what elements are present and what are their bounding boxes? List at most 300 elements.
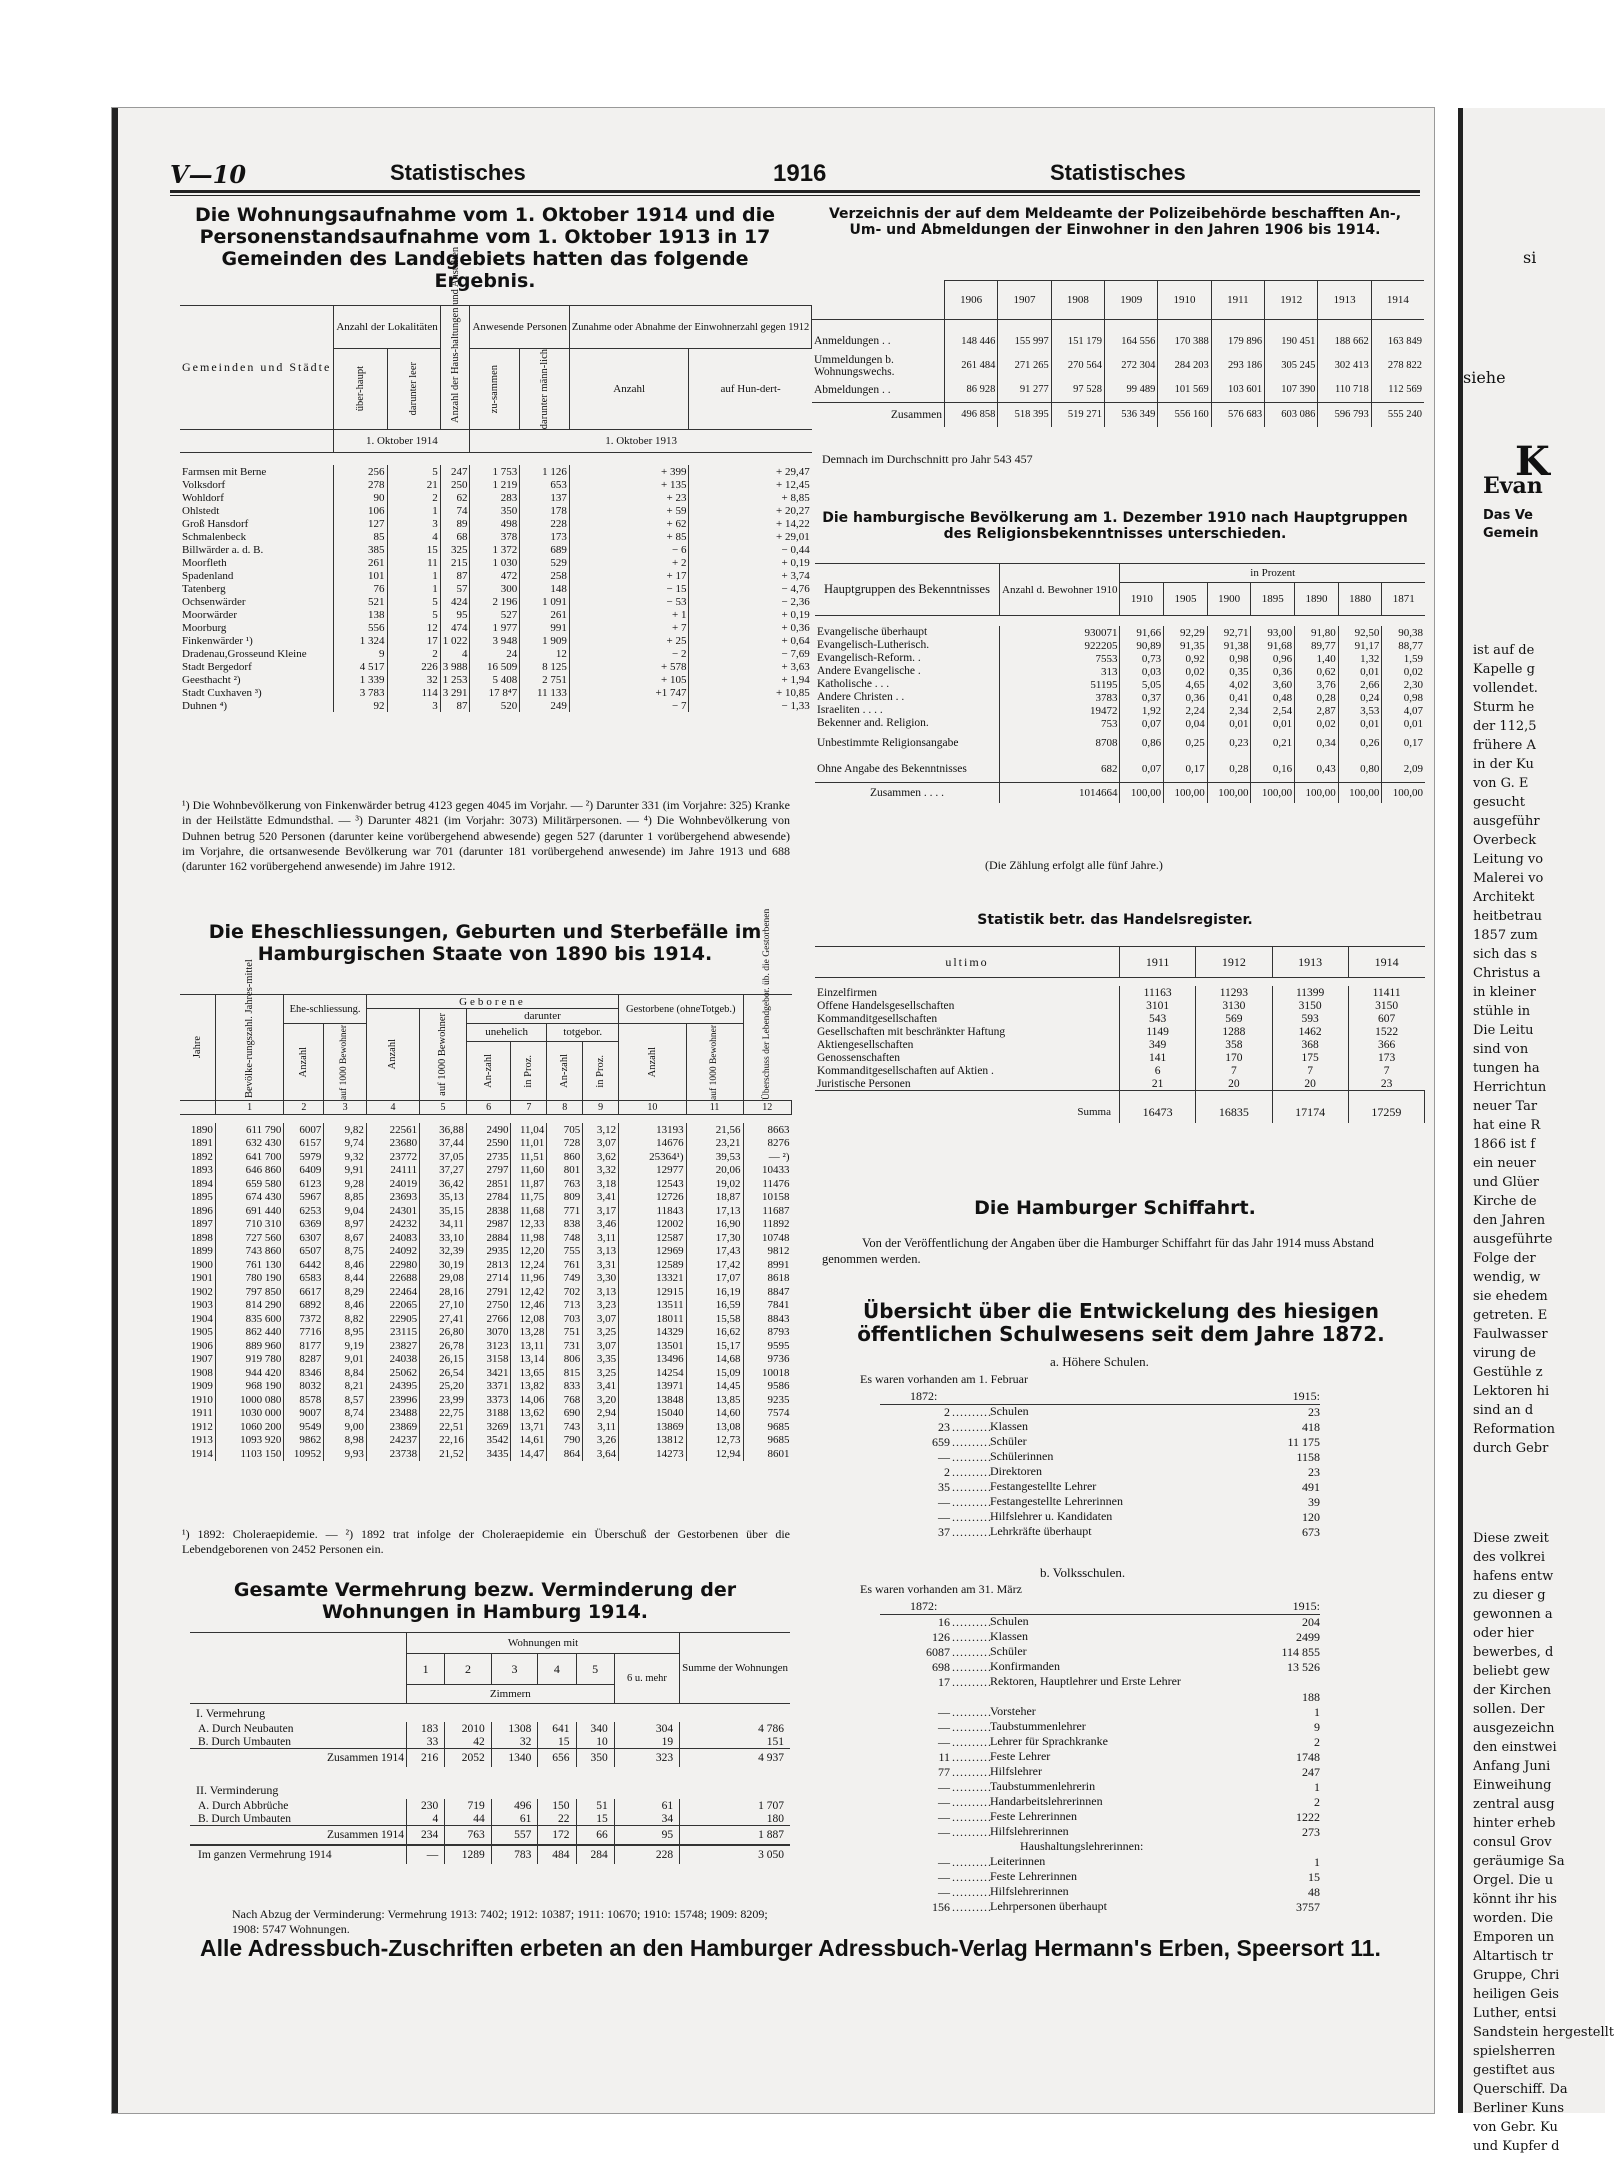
- table-cell: 37,05: [420, 1150, 467, 1164]
- year-header: 1910: [1120, 583, 1164, 616]
- table-cell: 9736: [743, 1353, 791, 1367]
- table-cell: 3150: [1348, 999, 1424, 1012]
- table-cell: 99 489: [1105, 378, 1158, 403]
- leader-dots: ..........: [952, 1885, 992, 1899]
- table-cell: 1909: [190, 1380, 213, 1393]
- row-label: Moorwärder: [182, 608, 237, 621]
- table-row: [815, 1012, 1425, 1025]
- table-cell: + 0,64: [689, 634, 812, 647]
- table-cell: 92,50: [1338, 626, 1382, 639]
- table-cell: + 59: [569, 504, 689, 517]
- ehe-h-auf-geb: auf 1000 Bewohner: [437, 1013, 449, 1096]
- table-cell: 5: [387, 595, 440, 608]
- table-row: [812, 378, 1424, 403]
- table-cell: 0,92: [1164, 652, 1208, 665]
- table-cell: 8,75: [324, 1245, 366, 1259]
- table-cell: 11843: [619, 1204, 687, 1218]
- table-row: [815, 626, 1425, 639]
- value-1872: 6087: [926, 1645, 950, 1659]
- table-cell: 8,67: [324, 1231, 366, 1245]
- table-cell: 2884: [466, 1231, 511, 1245]
- table-row: [180, 478, 812, 491]
- table-cell: 0,23: [1207, 730, 1251, 756]
- table-cell: 2 196: [470, 595, 520, 608]
- strip-text: Anfang Juni: [1473, 1759, 1551, 1774]
- table-cell: 127: [334, 517, 387, 530]
- table-cell: 114: [387, 686, 440, 699]
- table-cell: 2987: [466, 1218, 511, 1232]
- table-cell: 6409: [284, 1164, 324, 1178]
- list-item: [880, 1465, 1320, 1480]
- table-cell: 68: [440, 530, 470, 543]
- table-cell: 593: [1272, 1012, 1348, 1025]
- table-cell: 1897: [190, 1218, 213, 1231]
- year-header: 1900: [1207, 583, 1251, 616]
- table-cell: 151: [680, 1735, 790, 1749]
- table-cell: 91,17: [1338, 639, 1382, 652]
- table-cell: 385: [334, 543, 387, 556]
- table-cell: 16,19: [686, 1285, 743, 1299]
- table-cell: 1913: [190, 1434, 213, 1447]
- table-cell: 24301: [366, 1204, 419, 1218]
- table-cell: 690: [547, 1407, 583, 1421]
- strip-text: der Kirchen: [1473, 1683, 1552, 1698]
- table-cell: 2: [387, 491, 440, 504]
- table-cell: 21,56: [686, 1123, 743, 1137]
- table-cell: 183: [407, 1722, 445, 1735]
- table-cell: 16,62: [686, 1326, 743, 1340]
- list-item: [880, 1705, 1320, 1720]
- row-label: Stadt Cuxhaven ³): [182, 686, 262, 699]
- table-cell: 0,48: [1251, 691, 1295, 704]
- value-1872: —: [938, 1855, 950, 1869]
- table-cell: + 62: [569, 517, 689, 530]
- table-cell: 366: [1348, 1038, 1424, 1051]
- value-1915: 9: [1314, 1720, 1320, 1734]
- table-cell: 3,07: [583, 1137, 619, 1151]
- table-cell: 14273: [619, 1447, 687, 1461]
- table-cell: 12589: [619, 1258, 687, 1272]
- page-header: [170, 160, 1420, 188]
- table-cell: 95: [440, 608, 470, 621]
- table-cell: 3,76: [1295, 678, 1339, 691]
- strip-text: tungen ha: [1473, 1061, 1540, 1076]
- table-cell: 151 179: [1051, 319, 1104, 354]
- value-1915: 3757: [1296, 1900, 1320, 1914]
- strip-text: könnt ihr his: [1473, 1892, 1557, 1907]
- value-1872: —: [938, 1495, 950, 1509]
- table-cell: 22980: [366, 1258, 419, 1272]
- table-row: [180, 660, 812, 673]
- row-label: Geesthacht ²): [182, 673, 241, 686]
- table-cell: 3542: [466, 1434, 511, 1448]
- table-cell: 1906: [190, 1339, 213, 1352]
- strip-text: Emporen un: [1473, 1930, 1555, 1945]
- table-cell: 8287: [284, 1353, 324, 1367]
- table-cell: 6369: [284, 1218, 324, 1232]
- row-label: Genossenschaften: [817, 1051, 901, 1064]
- table-cell: 3: [387, 517, 440, 530]
- table-cell: 6442: [284, 1258, 324, 1272]
- table-cell: 3,13: [583, 1285, 619, 1299]
- leader-dots: ..........: [952, 1450, 992, 1464]
- table-cell: − 7,69: [689, 647, 812, 660]
- melde-table: [812, 280, 1424, 427]
- table-cell: 350: [576, 1749, 614, 1768]
- strip-text: getreten. E: [1473, 1308, 1548, 1323]
- table-cell: 4: [440, 647, 470, 660]
- table-row: [180, 1258, 792, 1272]
- wohnung-h-date2: 1. Oktober 1913: [470, 430, 812, 453]
- table-cell: 19: [614, 1735, 679, 1749]
- strip-text: vollendet.: [1473, 681, 1538, 696]
- verm-note: Nach Abzug der Verminderung: Vermehrung 1913: 7402; 1912: 10387; 1911: 10670; 1910: 15748; 1909: 8209; 1908: 5747 Wohnungen.: [232, 1907, 768, 1937]
- row-label: Stadt Bergedorf: [182, 660, 252, 673]
- strip-text: Einweihung: [1473, 1778, 1552, 1793]
- list-item: [880, 1435, 1320, 1450]
- table-row: [812, 402, 1424, 427]
- table-cell: 97 528: [1051, 378, 1104, 403]
- table-row: [180, 1380, 792, 1394]
- table-cell: 8177: [284, 1339, 324, 1353]
- table-cell: 7: [1196, 1064, 1272, 1077]
- table-cell: 0,01: [1338, 717, 1382, 730]
- table-cell: 23772: [366, 1150, 419, 1164]
- table-cell: 0,98: [1382, 691, 1425, 704]
- table-cell: 6007: [284, 1123, 324, 1137]
- table-row: [180, 647, 812, 660]
- table-cell: 8,46: [324, 1258, 366, 1272]
- strip-text: den Jahren: [1473, 1213, 1546, 1228]
- table-cell: 13,11: [511, 1339, 547, 1353]
- table-cell: 7716: [284, 1326, 324, 1340]
- table-cell: 753: [1000, 717, 1120, 730]
- table-cell: 8578: [284, 1393, 324, 1407]
- table-cell: 3,12: [583, 1123, 619, 1137]
- table-cell: 1 126: [520, 465, 570, 478]
- strip-text: des volkrei: [1473, 1550, 1546, 1565]
- table-cell: 4,07: [1382, 704, 1425, 717]
- table-cell: 484: [538, 1845, 576, 1864]
- row-label: Kommanditgesellschaften auf Aktien .: [817, 1064, 994, 1077]
- table-cell: 1 977: [470, 621, 520, 634]
- top-margin: [0, 0, 1600, 60]
- strip-text: Kapelle g: [1473, 662, 1535, 677]
- table-row: [180, 673, 812, 686]
- strip-text: frühere A: [1473, 738, 1536, 753]
- table-cell: 9586: [743, 1380, 791, 1394]
- table-cell: 17,13: [686, 1204, 743, 1218]
- table-cell: 92: [334, 699, 387, 712]
- table-cell: 7372: [284, 1312, 324, 1326]
- table-cell: 10433: [743, 1164, 791, 1178]
- table-cell: + 25: [569, 634, 689, 647]
- table-cell: 1: [387, 504, 440, 517]
- table-cell: 12: [520, 647, 570, 660]
- table-cell: 569: [1196, 1012, 1272, 1025]
- table-cell: 520: [470, 699, 520, 712]
- header-rule: [170, 190, 1420, 193]
- table-cell: 13,85: [686, 1393, 743, 1407]
- table-cell: 2,24: [1164, 704, 1208, 717]
- table-cell: 19472: [1000, 704, 1120, 717]
- ehe-h-jahre: Jahre: [191, 1036, 203, 1059]
- table-cell: 968 190: [215, 1380, 284, 1394]
- value-1915: 48: [1308, 1885, 1320, 1899]
- item-label: Festangestellte Lehrer: [990, 1479, 1097, 1493]
- table-cell: 1 022: [440, 634, 470, 647]
- strip-text: wendig, w: [1473, 1270, 1541, 1285]
- table-cell: 814 290: [215, 1299, 284, 1313]
- item-label: Hilfslehrer: [990, 1764, 1042, 1778]
- table-cell: 27,10: [420, 1299, 467, 1313]
- melde-note: Demnach im Durchschnitt pro Jahr 543 457: [822, 452, 1033, 466]
- table-cell: 305 245: [1265, 354, 1318, 378]
- table-cell: 0,04: [1164, 717, 1208, 730]
- leader-dots: ..........: [952, 1465, 992, 1479]
- table-row: [815, 756, 1425, 783]
- table-cell: 1908: [190, 1366, 213, 1379]
- table-cell: 0,25: [1164, 730, 1208, 756]
- table-cell: 22065: [366, 1299, 419, 1313]
- strip-text: den einstwei: [1473, 1740, 1557, 1755]
- list-item: [880, 1480, 1320, 1495]
- table-row: [180, 1218, 792, 1232]
- table-cell: 13971: [619, 1380, 687, 1394]
- ehe-h-totgeb: totgebor.: [547, 1024, 619, 1042]
- table-cell: 862 440: [215, 1326, 284, 1340]
- value-1872: —: [938, 1795, 950, 1809]
- table-cell: 1900: [190, 1258, 213, 1271]
- table-cell: 3,07: [583, 1312, 619, 1326]
- table-cell: 728: [547, 1137, 583, 1151]
- leader-dots: ..........: [952, 1510, 992, 1524]
- table-cell: 16,59: [686, 1299, 743, 1313]
- table-cell: 13,14: [511, 1353, 547, 1367]
- table-cell: 9,04: [324, 1204, 366, 1218]
- strip-text: in kleiner: [1473, 985, 1536, 1000]
- table-row: [180, 504, 812, 517]
- schul-b-y2: 1915:: [1292, 1599, 1320, 1613]
- table-cell: 3 291: [440, 686, 470, 699]
- table-cell: 0,36: [1164, 691, 1208, 704]
- table-cell: 10952: [284, 1447, 324, 1461]
- table-row: [190, 1722, 790, 1735]
- table-cell: 11 133: [520, 686, 570, 699]
- table-cell: 0,07: [1120, 756, 1164, 783]
- strip-text: und Kupfer d: [1473, 2139, 1560, 2154]
- strip-text: von G. E: [1473, 776, 1529, 791]
- strip-text: 1857 zum: [1473, 928, 1538, 943]
- column-number: 3: [324, 1101, 366, 1115]
- item-label: Schüler: [990, 1434, 1027, 1448]
- table-cell: 1905: [190, 1326, 213, 1339]
- table-row: [190, 1735, 790, 1749]
- table-cell: 3101: [1120, 999, 1196, 1012]
- table-cell: 21: [387, 478, 440, 491]
- table-cell: 91,35: [1164, 639, 1208, 652]
- table-cell: 0,01: [1338, 665, 1382, 678]
- table-cell: 271 265: [998, 354, 1051, 378]
- column-number: 4: [538, 1654, 576, 1685]
- table-cell: 350: [470, 504, 520, 517]
- table-cell: 3,62: [583, 1150, 619, 1164]
- table-cell: 16 509: [470, 660, 520, 673]
- table-cell: 15: [538, 1735, 576, 1749]
- item-label: Klassen: [990, 1629, 1028, 1643]
- table-cell: 11,04: [511, 1123, 547, 1137]
- table-cell: 190 451: [1265, 319, 1318, 354]
- table-cell: 1308: [491, 1722, 538, 1735]
- table-cell: 12,73: [686, 1434, 743, 1448]
- strip-text: Christus a: [1473, 966, 1541, 981]
- value-1915: 673: [1302, 1525, 1320, 1539]
- table-cell: 100,00: [1382, 783, 1425, 804]
- column-number: 1: [215, 1101, 284, 1115]
- table-cell: 1891: [190, 1137, 213, 1150]
- year-header: 1911: [1211, 281, 1264, 320]
- table-cell: 91,66: [1120, 626, 1164, 639]
- table-row: [180, 595, 812, 608]
- list-item: [880, 1765, 1320, 1780]
- table-cell: 3269: [466, 1420, 511, 1434]
- verm-h-zimmern: Zimmern: [407, 1685, 615, 1704]
- table-row: [180, 517, 812, 530]
- table-cell: 11399: [1272, 986, 1348, 999]
- table-cell: 0,17: [1164, 756, 1208, 783]
- table-cell: 555 240: [1371, 402, 1424, 427]
- table-cell: 17 8⁴7: [470, 686, 520, 699]
- row-label: Finkenwärder ¹): [182, 634, 253, 647]
- table-cell: 12,33: [511, 1218, 547, 1232]
- leader-dots: ..........: [952, 1735, 992, 1749]
- strip-text: Overbeck: [1473, 833, 1537, 848]
- value-1915: 418: [1302, 1420, 1320, 1434]
- table-cell: 14,60: [686, 1407, 743, 1421]
- table-row: [815, 665, 1425, 678]
- table-cell: 703: [547, 1312, 583, 1326]
- table-cell: 3123: [466, 1339, 511, 1353]
- table-row: [180, 556, 812, 569]
- value-1872: 11: [938, 1750, 950, 1764]
- table-cell: 8346: [284, 1366, 324, 1380]
- table-cell: 731: [547, 1339, 583, 1353]
- wohnung-h-haus: Anzahl der Haus-haltungen und Anstalten: [449, 246, 461, 423]
- table-cell: 256: [334, 465, 387, 478]
- table-cell: 9595: [743, 1339, 791, 1353]
- table-cell: 543: [1120, 1012, 1196, 1025]
- table-cell: 8843: [743, 1312, 791, 1326]
- leader-dots: ..........: [952, 1765, 992, 1779]
- table-cell: 76: [334, 582, 387, 595]
- table-cell: 2714: [466, 1272, 511, 1286]
- table-cell: 641: [538, 1722, 576, 1735]
- table-cell: 138: [334, 608, 387, 621]
- strip-text: virung de: [1473, 1346, 1536, 1361]
- table-cell: 9,93: [324, 1447, 366, 1461]
- table-cell: 42: [445, 1735, 492, 1749]
- table-cell: 1 372: [470, 543, 520, 556]
- value-1872: 16: [938, 1615, 950, 1629]
- table-cell: 21: [1120, 1077, 1196, 1091]
- list-item: [880, 1810, 1320, 1825]
- table-cell: 3,25: [583, 1366, 619, 1380]
- table-cell: 24395: [366, 1380, 419, 1394]
- table-cell: 2750: [466, 1299, 511, 1313]
- list-item: [880, 1630, 1320, 1645]
- table-row: [180, 491, 812, 504]
- table-cell: 13501: [619, 1339, 687, 1353]
- strip-text: sind an d: [1473, 1403, 1534, 1418]
- year-header: 1909: [1105, 281, 1158, 320]
- value-1915: 11 175: [1287, 1435, 1320, 1449]
- table-cell: 474: [440, 621, 470, 634]
- table-cell: + 7: [569, 621, 689, 634]
- table-cell: 1911: [191, 1407, 213, 1420]
- table-cell: 170 388: [1158, 319, 1211, 354]
- table-cell: 7: [1272, 1064, 1348, 1077]
- strip-text: heitbetrau: [1473, 909, 1543, 924]
- table-cell: 496: [491, 1799, 538, 1812]
- table-row: [180, 1285, 792, 1299]
- table-cell: 4: [387, 530, 440, 543]
- right-page-strip: [1458, 108, 1614, 2154]
- table-cell: 2935: [466, 1245, 511, 1259]
- row-label: Andere Christen . .: [817, 691, 905, 704]
- table-cell: 0,28: [1295, 691, 1339, 704]
- table-cell: 8,29: [324, 1285, 366, 1299]
- table-cell: 889 960: [215, 1339, 284, 1353]
- row-label: Moorfleth: [182, 556, 227, 569]
- table-cell: 944 420: [215, 1366, 284, 1380]
- table-cell: 228: [614, 1845, 679, 1864]
- year-header: 1910: [1158, 281, 1211, 320]
- ehe-h-darunter: darunter: [466, 1009, 618, 1024]
- table-cell: + 3,74: [689, 569, 812, 582]
- table-cell: 5: [387, 465, 440, 478]
- table-cell: 33,10: [420, 1231, 467, 1245]
- table-cell: 23: [1348, 1077, 1424, 1091]
- year-header: 1914: [1371, 281, 1424, 320]
- table-row: [180, 582, 812, 595]
- strip-text: bewerbes, d: [1473, 1645, 1554, 1660]
- table-cell: 7553: [1000, 652, 1120, 665]
- table-cell: 3371: [466, 1380, 511, 1394]
- list-item: [880, 1795, 1320, 1810]
- table-cell: 15,09: [686, 1366, 743, 1380]
- table-cell: 11892: [743, 1218, 791, 1232]
- table-row: [180, 621, 812, 634]
- table-cell: 806: [547, 1353, 583, 1367]
- table-cell: 7574: [743, 1407, 791, 1421]
- table-cell: 3 783: [334, 686, 387, 699]
- strip-text: consul Grov: [1473, 1835, 1552, 1850]
- schul-a-y1: 1872:: [910, 1389, 938, 1403]
- table-cell: 101: [334, 569, 387, 582]
- table-cell: 4 517: [334, 660, 387, 673]
- table-row: [815, 717, 1425, 730]
- table-cell: 93,00: [1251, 626, 1295, 639]
- table-cell: 930071: [1000, 626, 1120, 639]
- table-cell: 90,89: [1120, 639, 1164, 652]
- table-cell: − 6: [569, 543, 689, 556]
- table-cell: 9862: [284, 1434, 324, 1448]
- strip-text: Gruppe, Chri: [1473, 1968, 1560, 1983]
- table-cell: 24038: [366, 1353, 419, 1367]
- table-cell: 4: [407, 1812, 445, 1826]
- table-cell: 22,16: [420, 1434, 467, 1448]
- wohnung-h-leer: darunter leer: [408, 362, 420, 416]
